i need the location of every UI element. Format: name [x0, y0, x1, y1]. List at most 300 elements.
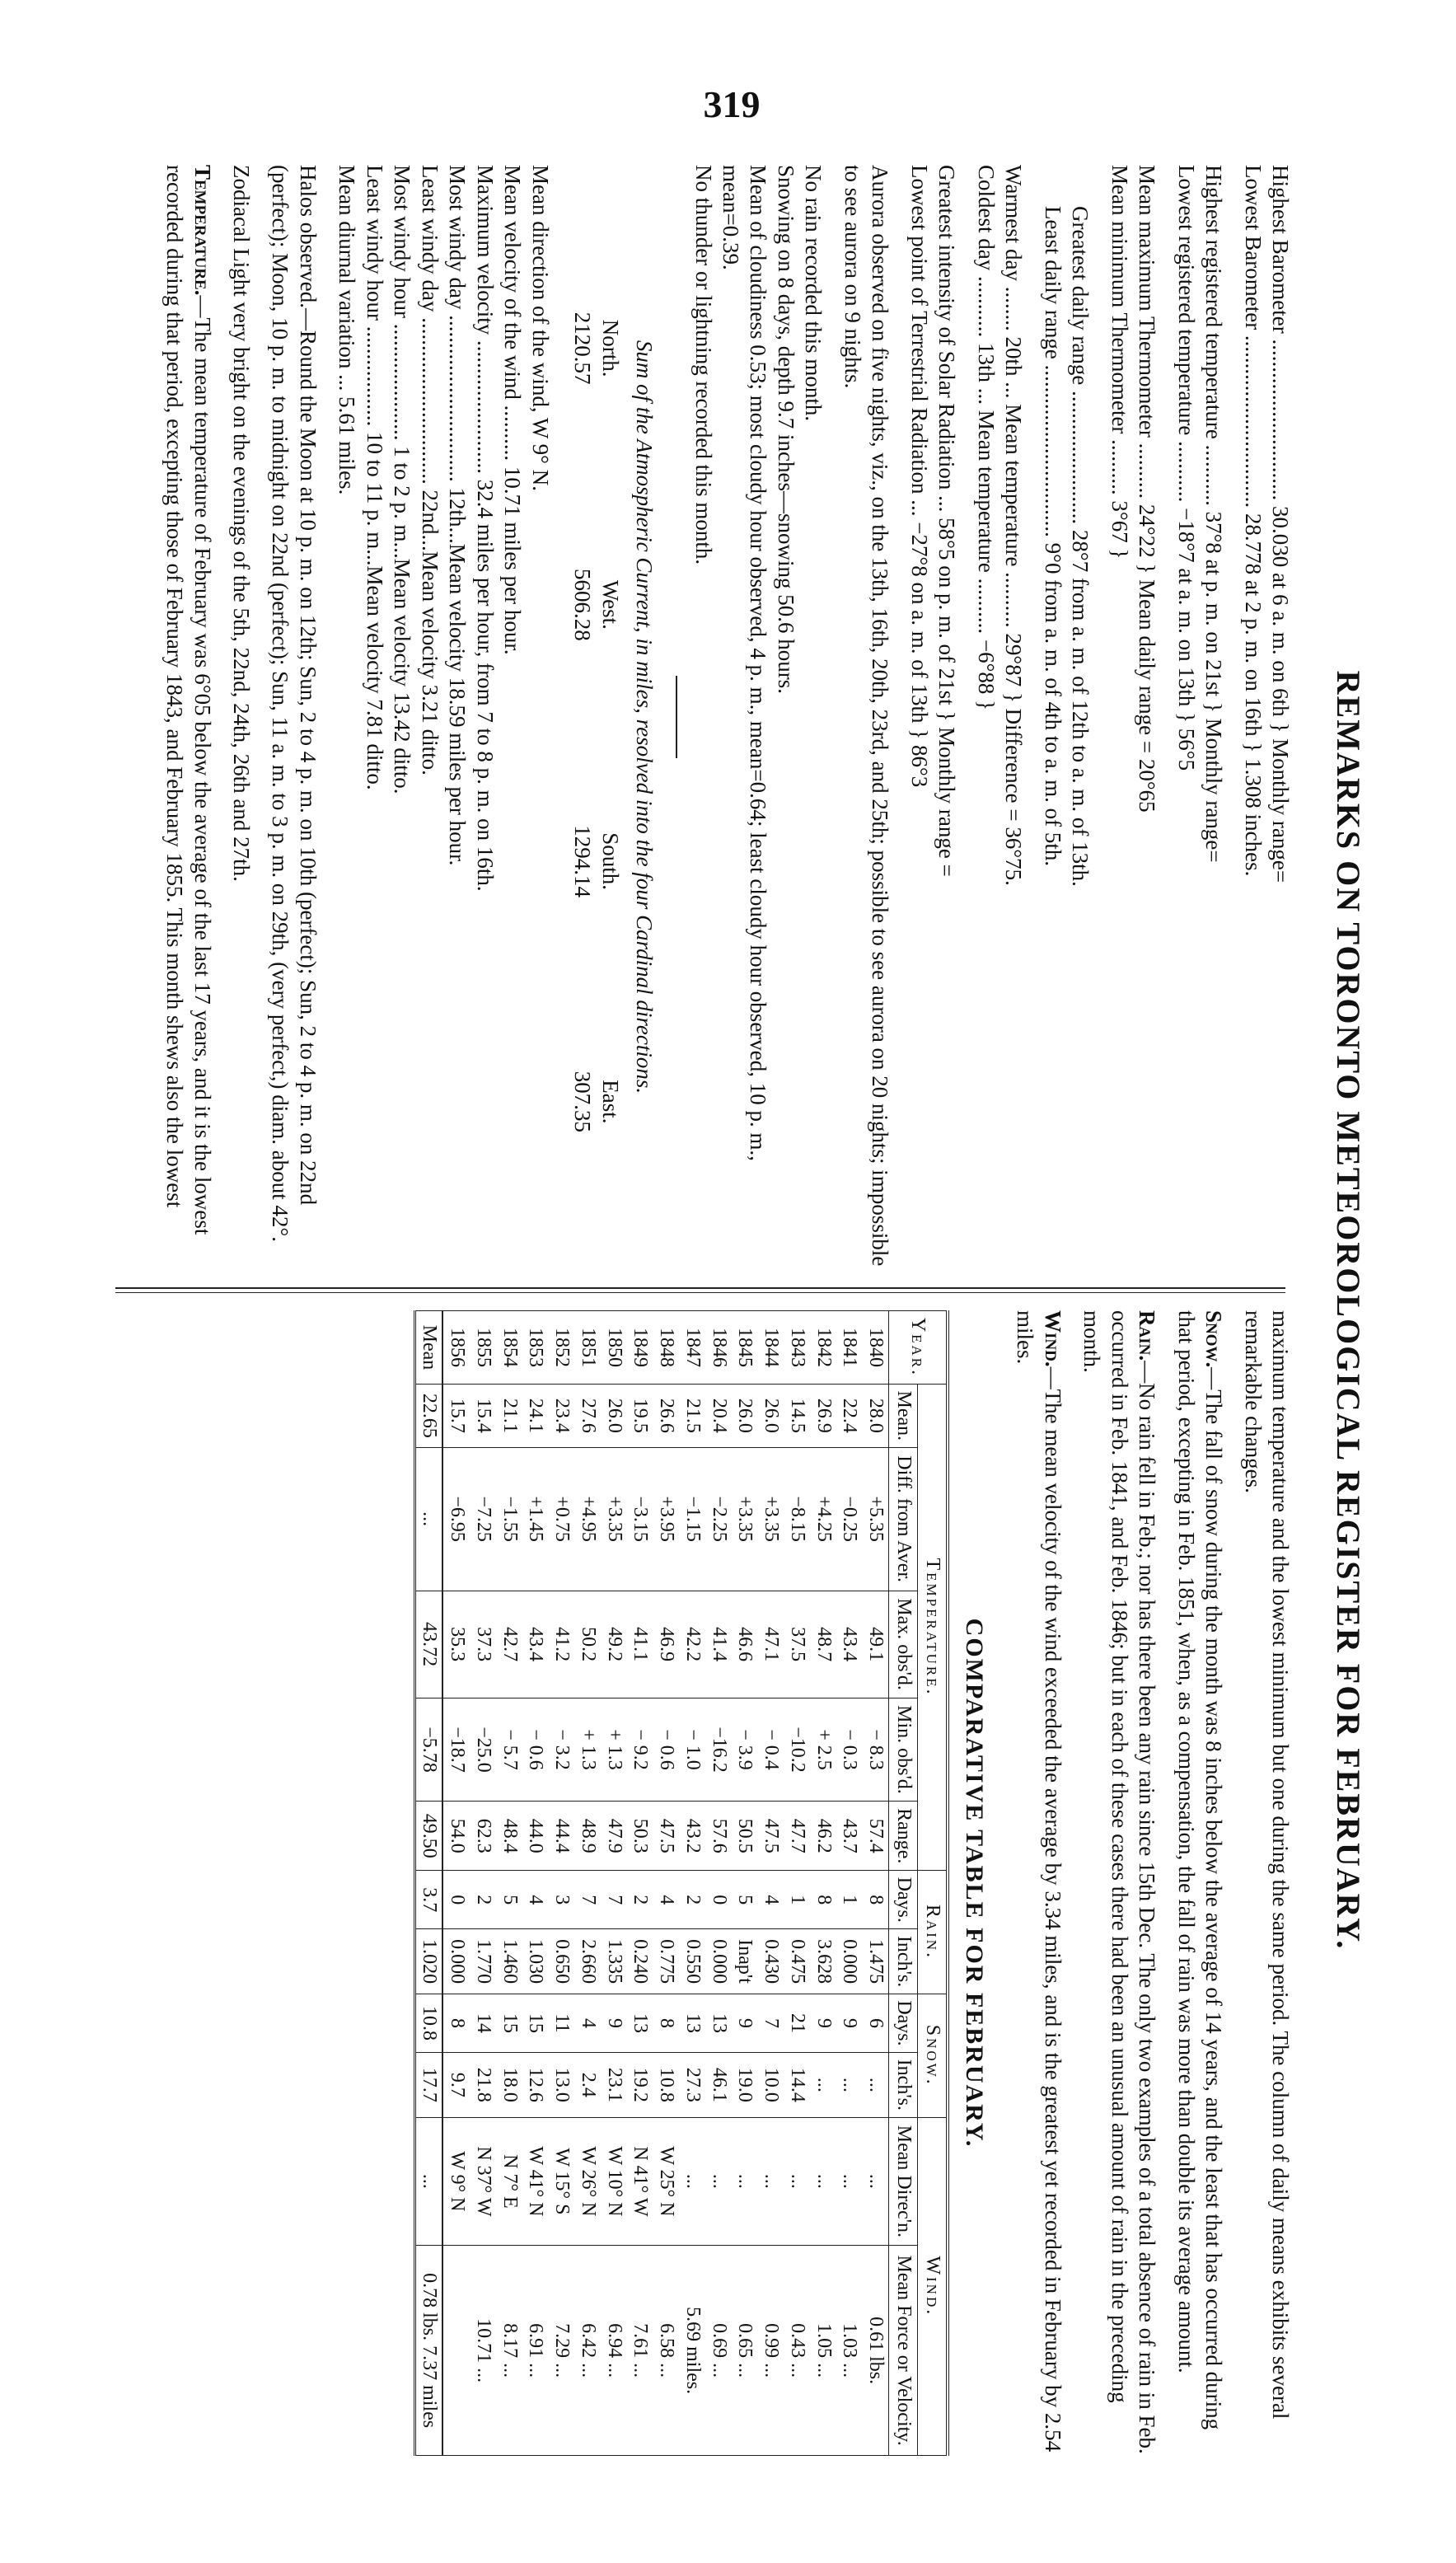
table-cell: −16.2	[705, 1698, 732, 1802]
table-cell: 46.9	[653, 1591, 679, 1698]
table-cell: 21.1	[496, 1384, 522, 1447]
table-cell: 10.8	[414, 1994, 442, 2052]
table-cell: 49.2	[601, 1591, 627, 1698]
table-cell: ...	[862, 2117, 888, 2246]
table-cell: 27.6	[574, 1384, 601, 1447]
table-row	[574, 1311, 601, 2456]
table-cell: −6.95	[442, 1447, 470, 1591]
wind-line: Most windy day .............................. 12th...Mean velocity 18.59 miles per hour.	[445, 165, 471, 866]
col-group-temperature: Temperature.	[917, 1384, 947, 1870]
table-cell: 15	[496, 1994, 522, 2052]
table-cell: 1848	[653, 1311, 679, 1385]
table-row	[810, 1311, 836, 2456]
table-cell: +1.45	[522, 1447, 549, 1591]
table-cell: 26.6	[653, 1384, 679, 1447]
table-cell: −0.25	[836, 1447, 863, 1591]
table-cell: 22.65	[414, 1384, 442, 1447]
table-cell: −25.0	[470, 1698, 496, 1802]
table-cell: 1853	[522, 1311, 549, 1385]
table-cell: 1844	[757, 1311, 784, 1385]
table-cell: W 41° N	[522, 2117, 549, 2246]
snow-remark-label: Snow.	[1201, 1310, 1227, 1368]
table-cell: ...	[414, 2117, 442, 2246]
table-row	[679, 1311, 705, 2456]
continuation-text: maximum temperature and the lowest minimum but one during the same period. The column of daily means exhibits several remarkable changes.	[1240, 1310, 1293, 2420]
table-cell: − 5.7	[496, 1698, 522, 1802]
table-cell: 1.03 ...	[836, 2246, 863, 2456]
table-cell: 6.91 ...	[522, 2246, 549, 2456]
snow-remark	[1172, 1310, 1227, 2456]
table-row	[548, 1311, 574, 2456]
table-cell: ...	[810, 2053, 836, 2118]
col-header: Mean.	[889, 1384, 918, 1447]
table-cell: 11	[548, 1994, 574, 2052]
snow-remark-text: —The fall of snow during the month was 8 inches below the average of 14 years, and the least that has occurred during that period, excepting in Feb. 1851, when, as a compensation, the fall of rain was more than double its average amount.	[1173, 1310, 1227, 2430]
table-cell: 20.4	[705, 1384, 732, 1447]
table-cell: 0.000	[836, 1929, 863, 1994]
wind-remark-text: —The mean velocity of the wind exceeded the average by 3.34 miles, and is the greatest yet recorded in February by 2.54 miles.	[1013, 1310, 1065, 2453]
table-cell: 8.17 ...	[496, 2246, 522, 2456]
table-cell: 62.3	[470, 1802, 496, 1871]
table-cell: 14	[470, 1994, 496, 2052]
table-cell: ...	[705, 2117, 732, 2246]
table-cell: +0.75	[548, 1447, 574, 1591]
table-cell: −1.15	[679, 1447, 705, 1591]
table-cell: 6.58 ...	[653, 2246, 679, 2456]
table-cell: 1854	[496, 1311, 522, 1385]
table-cell: 57.4	[862, 1802, 888, 1871]
table-cell: 2	[627, 1871, 653, 1929]
table-cell: 48.9	[574, 1802, 601, 1871]
table-cell: ...	[836, 2117, 863, 2246]
table-row	[836, 1311, 863, 2456]
table-cell: − 1.0	[679, 1698, 705, 1802]
table-cell: 9	[810, 1994, 836, 2052]
table-cell: 0.65 ...	[732, 2246, 758, 2456]
table-cell: 21.5	[679, 1384, 705, 1447]
table-cell: Mean	[414, 1311, 442, 1385]
table-cell: − 0.4	[757, 1698, 784, 1802]
table-cell: 2.660	[574, 1929, 601, 1994]
table-cell: 48.7	[810, 1591, 836, 1698]
table-cell: − 0.6	[653, 1698, 679, 1802]
table-cell: 41.4	[705, 1591, 732, 1698]
table-cell: 43.4	[522, 1591, 549, 1698]
wind-line: Mean diurnal variation ... 5.61 miles.	[335, 165, 360, 495]
table-cell: 19.0	[732, 2053, 758, 2118]
table-cell: 10.71 ...	[470, 2246, 496, 2456]
table-cell: 37.5	[784, 1591, 810, 1698]
sum-value: 1294.14	[570, 825, 596, 897]
table-cell: − 0.6	[522, 1698, 549, 1802]
wind-block	[333, 165, 554, 1269]
table-cell: Inap't	[732, 1929, 758, 1994]
table-cell: 1.05 ...	[810, 2246, 836, 2456]
wind-line: Least windy hour .................. 10 to 11 p. m...Mean velocity 7.81 ditto.	[362, 165, 387, 790]
table-cell: 47.1	[757, 1591, 784, 1698]
table-cell: 0.650	[548, 1929, 574, 1994]
thermometer-line: Mean maximum Thermometer .......... 24°22 } Mean daily range = 20°65	[1135, 165, 1160, 813]
table-cell: ...	[862, 2053, 888, 2118]
col-header: Min. obs'd.	[889, 1698, 918, 1802]
right-column	[414, 1310, 1294, 2456]
temperature-remark-label: Temperature.	[190, 165, 215, 296]
table-cell: 8	[810, 1871, 836, 1929]
col-header: Days.	[889, 1871, 918, 1929]
table-cell: 2.4	[574, 2053, 601, 2118]
table-cell: 1.030	[522, 1929, 549, 1994]
table-cell: 0.775	[653, 1929, 679, 1994]
thermometer-line: Mean minimum Thermometer .......... 3°67 }	[1107, 165, 1132, 560]
table-cell: 1842	[810, 1311, 836, 1385]
table-cell: 8	[653, 1994, 679, 2052]
table-cell: 3	[548, 1871, 574, 1929]
rain-snow-block	[689, 165, 826, 1269]
comparative-table-body	[414, 1311, 889, 2456]
table-cell: 4	[522, 1871, 549, 1929]
table-cell: 43.4	[836, 1591, 863, 1698]
table-cell: ...	[757, 2117, 784, 2246]
table-cell: ...	[414, 1447, 442, 1591]
table-cell: 12.6	[522, 2053, 549, 2118]
table-cell: 44.4	[548, 1802, 574, 1871]
col-header-year: Year.	[889, 1311, 948, 1385]
table-row	[757, 1311, 784, 2456]
col-header: Inch's.	[889, 1929, 918, 1994]
table-cell: 21	[784, 1994, 810, 2052]
table-cell: 26.0	[601, 1384, 627, 1447]
col-group-snow: Snow.	[917, 1994, 947, 2117]
table-cell: −7.25	[470, 1447, 496, 1591]
col-header: Diff. from Aver.	[889, 1447, 918, 1591]
warm-cold-line: Coldest day ........... 13th ... Mean temperature .......... −6°88 }	[973, 165, 999, 711]
rotated-page-body	[99, 165, 1368, 2456]
table-cell: − 0.3	[836, 1698, 863, 1802]
table-cell: −8.15	[784, 1447, 810, 1591]
table-cell: 0	[705, 1871, 732, 1929]
table-cell: 43.72	[414, 1591, 442, 1698]
table-cell: 9.7	[442, 2053, 470, 2118]
table-cell: 7.29 ...	[548, 2246, 574, 2456]
table-cell: − 3.9	[732, 1698, 758, 1802]
table-cell: 0.000	[705, 1929, 732, 1994]
table-cell: 21.8	[470, 2053, 496, 2118]
table-cell: 1847	[679, 1311, 705, 1385]
warm-cold-block	[971, 165, 1027, 1269]
col-header: Inch's.	[889, 2053, 918, 2118]
table-cell: 1855	[470, 1311, 496, 1385]
table-cell: 7	[757, 1994, 784, 2052]
table-cell: −5.78	[414, 1698, 442, 1802]
col-header: Range.	[889, 1802, 918, 1871]
table-cell: 13	[705, 1994, 732, 2052]
table-cell: 44.0	[522, 1802, 549, 1871]
table-cell: 15.7	[442, 1384, 470, 1447]
table-cell: ...	[679, 2117, 705, 2246]
table-cell: 41.1	[627, 1591, 653, 1698]
table-cell: 14.5	[784, 1384, 810, 1447]
page-number: 319	[703, 83, 761, 125]
table-cell: W 25° N	[653, 2117, 679, 2246]
table-row	[470, 1311, 496, 2456]
section-rule	[676, 676, 677, 758]
table-cell: 7	[574, 1871, 601, 1929]
table-cell: 7.61 ...	[627, 2246, 653, 2456]
table-cell: 46.2	[810, 1802, 836, 1871]
col-header: Max. obs'd.	[889, 1591, 918, 1698]
col-group-rain: Rain.	[917, 1871, 947, 1994]
table-cell: 0.475	[784, 1929, 810, 1994]
wind-remark-label: Wind.	[1040, 1310, 1065, 1367]
table-cell: 13.0	[548, 2053, 574, 2118]
table-cell: 9	[601, 1994, 627, 2052]
table-cell: N 41° W	[627, 2117, 653, 2246]
table-cell: 0.430	[757, 1929, 784, 1994]
table-cell: +4.95	[574, 1447, 601, 1591]
table-cell: +3.35	[732, 1447, 758, 1591]
barometer-line: Lowest Barometer ............................... 28.778 at 2 p. m. on 16th } 1.308 inches.	[1240, 165, 1266, 877]
wind-line: Most windy hour ..................... 1 to 2 p. m...Mean velocity 13.42 ditto.	[390, 165, 415, 794]
table-cell: 0.240	[627, 1929, 653, 1994]
table-cell: 1846	[705, 1311, 732, 1385]
table-row	[705, 1311, 732, 2456]
table-cell: 48.4	[496, 1802, 522, 1871]
temperature-line: Lowest registered temperature ........... −18°7 at a. m. on 13th } 56°5	[1173, 165, 1199, 771]
table-cell: 15	[522, 1994, 549, 2052]
wind-line: Least windy day .............................. 22nd...Mean velocity 3.21 ditto.	[417, 165, 442, 775]
table-cell: 54.0	[442, 1802, 470, 1871]
table-cell: 1849	[627, 1311, 653, 1385]
table-cell: 37.3	[470, 1591, 496, 1698]
table-row	[442, 1311, 470, 2456]
col-header: Mean Force or Velocity.	[889, 2246, 918, 2456]
sum-value: 307.35	[570, 1071, 596, 1132]
sum-header: South.	[597, 832, 623, 890]
table-row	[653, 1311, 679, 2456]
table-cell: 1850	[601, 1311, 627, 1385]
table-cell: 3.7	[414, 1871, 442, 1929]
table-cell: 50.3	[627, 1802, 653, 1871]
rain-snow-line: Mean of cloudiness 0.53; most cloudy hour observed, 4 p. m., mean=0.64; least cloudy hour observed, 10 p. m., mean=0.39.	[719, 165, 771, 1162]
zodiacal-text: Zodiacal Light very bright on the evenings of the 5th, 22nd, 24th, 26th and 27th.	[229, 165, 254, 882]
table-cell: 10.8	[653, 2053, 679, 2118]
wind-line: Mean direction of the wind, W 9° N.	[527, 165, 553, 491]
sum-header: North.	[597, 319, 623, 377]
table-cell: 2	[679, 1871, 705, 1929]
table-cell: +5.35	[862, 1447, 888, 1591]
table-cell: 50.5	[732, 1802, 758, 1871]
barometer-line: Highest Barometer ............................. 30.030 at 6 a. m. on 6th } Monthly range=	[1268, 165, 1293, 883]
table-cell: 46.6	[732, 1591, 758, 1698]
rain-snow-line: No thunder or lightning recorded this month.	[691, 165, 716, 565]
col-group-wind: Wind.	[917, 2117, 947, 2455]
sum-value: 5606.28	[570, 568, 596, 641]
sum-header: West.	[597, 579, 623, 630]
table-cell: W 10° N	[601, 2117, 627, 2246]
table-cell: 1.770	[470, 1929, 496, 1994]
table-cell: 26.9	[810, 1384, 836, 1447]
table-cell: +3.95	[653, 1447, 679, 1591]
rain-remark-label: Rain.	[1135, 1310, 1160, 1361]
table-cell: 4	[757, 1871, 784, 1929]
table-cell: −10.2	[784, 1698, 810, 1802]
table-cell: 1.020	[414, 1929, 442, 1994]
left-column	[149, 165, 1294, 1269]
table-cell: 57.6	[705, 1802, 732, 1871]
page-title: REMARKS ON TORONTO METEOROLOGICAL REGISTER FOR FEBRUARY.	[1330, 670, 1367, 1951]
table-cell: − 3.2	[548, 1698, 574, 1802]
table-cell: 1.475	[862, 1929, 888, 1994]
table-cell: 47.9	[601, 1802, 627, 1871]
table-cell: W 15° S	[548, 2117, 574, 2246]
table-cell: N 37° W	[470, 2117, 496, 2246]
table-cell: 46.1	[705, 2053, 732, 2118]
table-cell: 17.7	[414, 2053, 442, 2118]
table-cell: 14.4	[784, 2053, 810, 2118]
table-cell: ...	[732, 2117, 758, 2246]
table-cell: ...	[836, 2053, 863, 2118]
table-cell: 1.335	[601, 1929, 627, 1994]
table-cell: + 2.5	[810, 1698, 836, 1802]
table-cell: 1845	[732, 1311, 758, 1385]
table-mean-row	[414, 1311, 442, 2456]
table-cell: 18.0	[496, 2053, 522, 2118]
table-cell: 1840	[862, 1311, 888, 1385]
table-cell: 26.0	[732, 1384, 758, 1447]
table-row	[522, 1311, 549, 2456]
table-row	[601, 1311, 627, 2456]
radiation-line: Greatest intensity of Solar Radiation ... 58°5 on p. m. of 21st } Monthly range =	[934, 165, 960, 877]
table-cell: 13	[679, 1994, 705, 2052]
barometer-block	[1238, 165, 1294, 1269]
table-cell: +4.25	[810, 1447, 836, 1591]
table-cell: 27.3	[679, 2053, 705, 2118]
column-divider	[115, 1287, 1285, 1293]
table-cell: N 7° E	[496, 2117, 522, 2246]
table-cell: 1.460	[496, 1929, 522, 1994]
table-row	[784, 1311, 810, 2456]
table-cell: ...	[810, 2117, 836, 2246]
table-cell: 6	[862, 1994, 888, 2052]
radiation-block	[905, 165, 960, 1269]
sum-current-table	[569, 220, 624, 1214]
table-cell: 10.0	[757, 2053, 784, 2118]
table-cell: 24.1	[522, 1384, 549, 1447]
temperature-remark	[161, 165, 216, 1269]
table-cell: 49.1	[862, 1591, 888, 1698]
table-cell: 28.0	[862, 1384, 888, 1447]
table-cell: 42.2	[679, 1591, 705, 1698]
table-cell: 1851	[574, 1311, 601, 1385]
table-row	[732, 1311, 758, 2456]
table-cell: 0	[442, 1871, 470, 1929]
rain-snow-line: No rain recorded this month.	[801, 165, 826, 422]
table-cell: +3.35	[757, 1447, 784, 1591]
col-header: Days.	[889, 1994, 918, 2052]
table-cell: 1843	[784, 1311, 810, 1385]
wind-line: Maximum velocity ........................ 32.4 miles per hour, from 7 to 8 p. m. on 16th.	[472, 165, 498, 892]
table-cell: 4	[653, 1871, 679, 1929]
table-cell: 1	[784, 1871, 810, 1929]
table-cell: 43.7	[836, 1802, 863, 1871]
table-cell: 5	[732, 1871, 758, 1929]
rain-remark	[1078, 1310, 1160, 2456]
warm-cold-line: Warmest day ........ 20th ... Mean temperature .......... 29°87 } Difference = 36°75.	[1001, 165, 1027, 886]
daily-range-block	[1038, 165, 1093, 1269]
table-cell: −3.15	[627, 1447, 653, 1591]
table-cell: 15.4	[470, 1384, 496, 1447]
table-cell: 22.4	[836, 1384, 863, 1447]
sum-current-title: Sum of the Atmospheric Current, in miles, resolved into the four Cardinal directions.	[632, 340, 658, 1094]
table-cell: 8	[442, 1994, 470, 2052]
temperature-line: Highest registered temperature ........... 37°8 at p. m. on 21st } Monthly range=	[1201, 165, 1227, 863]
table-cell: 19.5	[627, 1384, 653, 1447]
table-cell: 6.94 ...	[601, 2246, 627, 2456]
table-row	[862, 1311, 888, 2456]
rain-snow-line: Snowing on 8 days, depth 9.7 inches—snowing 50.6 hours.	[773, 165, 798, 694]
table-cell: −2.25	[705, 1447, 732, 1591]
table-cell: 0.61 lbs.	[862, 2246, 888, 2456]
table-cell: 6.42 ...	[574, 2246, 601, 2456]
table-cell: 0.43 ...	[784, 2246, 810, 2456]
table-cell: 0.550	[679, 1929, 705, 1994]
col-header: Mean Direc'n.	[889, 2117, 918, 2246]
table-cell: 35.3	[442, 1591, 470, 1698]
aurora-text: Aurora observed on five nights, viz., on the 13th, 16th, 20th, 23rd, and 25th; possible to see aurora on 20 nights; impossible to see aurora on 9 nights.	[840, 165, 893, 1267]
table-cell: + 1.3	[601, 1698, 627, 1802]
table-cell: 47.5	[757, 1802, 784, 1871]
temperature-remark-text: —The mean temperature of February was 6°05 below the average of the last 17 years, and it is the lowest recorded during that period, excepting those of February 1843, and February 1855. This month shews also the lowest	[162, 165, 215, 1235]
daily-range-line: Greatest daily range ........................ 28°7 from a. m. of 12th to a. m. of 13th.	[1068, 206, 1093, 887]
table-cell: 1852	[548, 1311, 574, 1385]
table-cell: W 26° N	[574, 2117, 601, 2246]
table-cell: −18.7	[442, 1698, 470, 1802]
table-cell: 1856	[442, 1311, 470, 1385]
table-cell: 50.2	[574, 1591, 601, 1698]
sum-value: 2120.57	[570, 312, 596, 385]
table-cell: 23.4	[548, 1384, 574, 1447]
sum-header: East.	[597, 1080, 623, 1124]
table-cell: 1	[836, 1871, 863, 1929]
table-cell: 0.99 ...	[757, 2246, 784, 2456]
wind-line: Mean velocity of the wind .......... 10.71 miles per hour.	[500, 165, 526, 655]
table-cell: 0.000	[442, 1929, 470, 1994]
table-cell: 7	[601, 1871, 627, 1929]
table-cell: ...	[784, 2117, 810, 2246]
table-cell: 41.2	[548, 1591, 574, 1698]
table-cell: 9	[836, 1994, 863, 2052]
table-cell: − 9.2	[627, 1698, 653, 1802]
comparative-table-title: COMPARATIVE TABLE FOR FEBRUARY.	[960, 1618, 988, 2148]
table-cell: 0.78 lbs. 7.37 miles	[414, 2246, 442, 2456]
table-cell: 49.50	[414, 1802, 442, 1871]
table-cell: W 9° N	[442, 2117, 470, 2246]
daily-range-line: Least daily range ............................... 9°0 from a. m. of 4th to a. m. of 5th.	[1040, 206, 1065, 867]
table-cell: 9	[732, 1994, 758, 2052]
table-cell: 47.5	[653, 1802, 679, 1871]
table-cell: 19.2	[627, 2053, 653, 2118]
table-cell: 4	[574, 1994, 601, 2052]
thermometer-block	[1105, 165, 1160, 1269]
table-cell: 26.0	[757, 1384, 784, 1447]
table-cell: 8	[862, 1871, 888, 1929]
table-cell: 23.1	[601, 2053, 627, 2118]
table-cell	[442, 2246, 470, 2456]
table-cell: − 8.3	[862, 1698, 888, 1802]
table-cell: 47.7	[784, 1802, 810, 1871]
table-cell: 2	[470, 1871, 496, 1929]
radiation-line: Lowest point of Terrestrial Radiation ... −27°8 on a. m. of 13th } 86°3	[906, 165, 932, 788]
